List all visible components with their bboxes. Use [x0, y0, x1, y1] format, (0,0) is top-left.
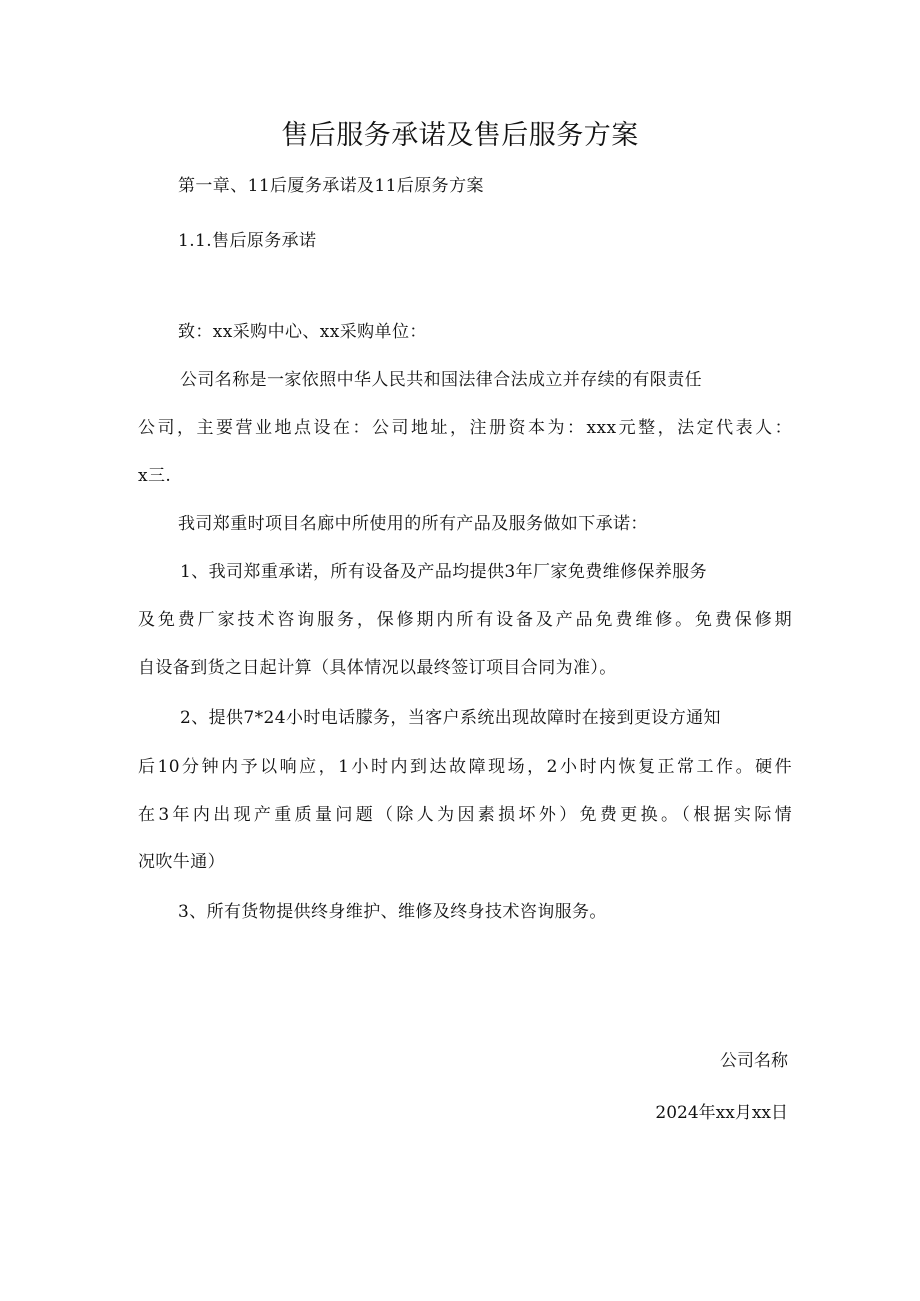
signature-company: 公司名称: [720, 1051, 788, 1071]
item-2-line-3: 在3年内出现产重质量问题（除人为因素损坏外）免费更换。（根据实际情: [138, 805, 792, 825]
chapter-heading: 第一章、11后厦务承诺及11后原务方案: [178, 176, 484, 196]
item-2-line-2: 后10分钟内予以响应，1小时内到达故障现场，2小时内恢复正常工作。硬件: [138, 757, 792, 777]
pledge-intro: 我司郑重时项目名廊中所使用的所有产品及服务做如下承诺：: [178, 514, 648, 534]
intro-line-3: x三.: [138, 466, 172, 486]
item-1-line-2: 及免费厂家技术咨询服务，保修期内所有设备及产品免费维修。免费保修期: [138, 610, 792, 630]
section-heading: 1.1.售后原务承诺: [178, 231, 317, 251]
document-title: 售后服务承诺及售后服务方案: [281, 120, 639, 151]
salutation: 致：xx采购中心、xx采购单位：: [178, 322, 427, 342]
item-2-line-4: 况吹牛通）: [138, 852, 225, 872]
intro-line-1: 公司名称是一家依照中华人民共和国法律合法成立并存续的有限责任: [180, 370, 702, 390]
item-1-line-3: 自设备到货之日起计算（具体情况以最终签订项目合同为准）。: [138, 658, 617, 678]
item-3: 3、所有货物提供终身维护、维修及终身技术咨询服务。: [178, 902, 607, 922]
signature-date: 2024年xx月xx日: [655, 1103, 788, 1123]
item-1-line-1: 1、我司郑重承诺，所有设备及产品均提供3年厂家免费维修保养服务: [180, 562, 708, 582]
intro-line-2: 公司，主要营业地点设在：公司地址，注册资本为：xxx元整，法定代表人：: [138, 418, 792, 438]
item-2-line-1: 2、提供7*24小时电话朦务，当客户系统出现故障时在接到更设方通知: [180, 708, 721, 728]
